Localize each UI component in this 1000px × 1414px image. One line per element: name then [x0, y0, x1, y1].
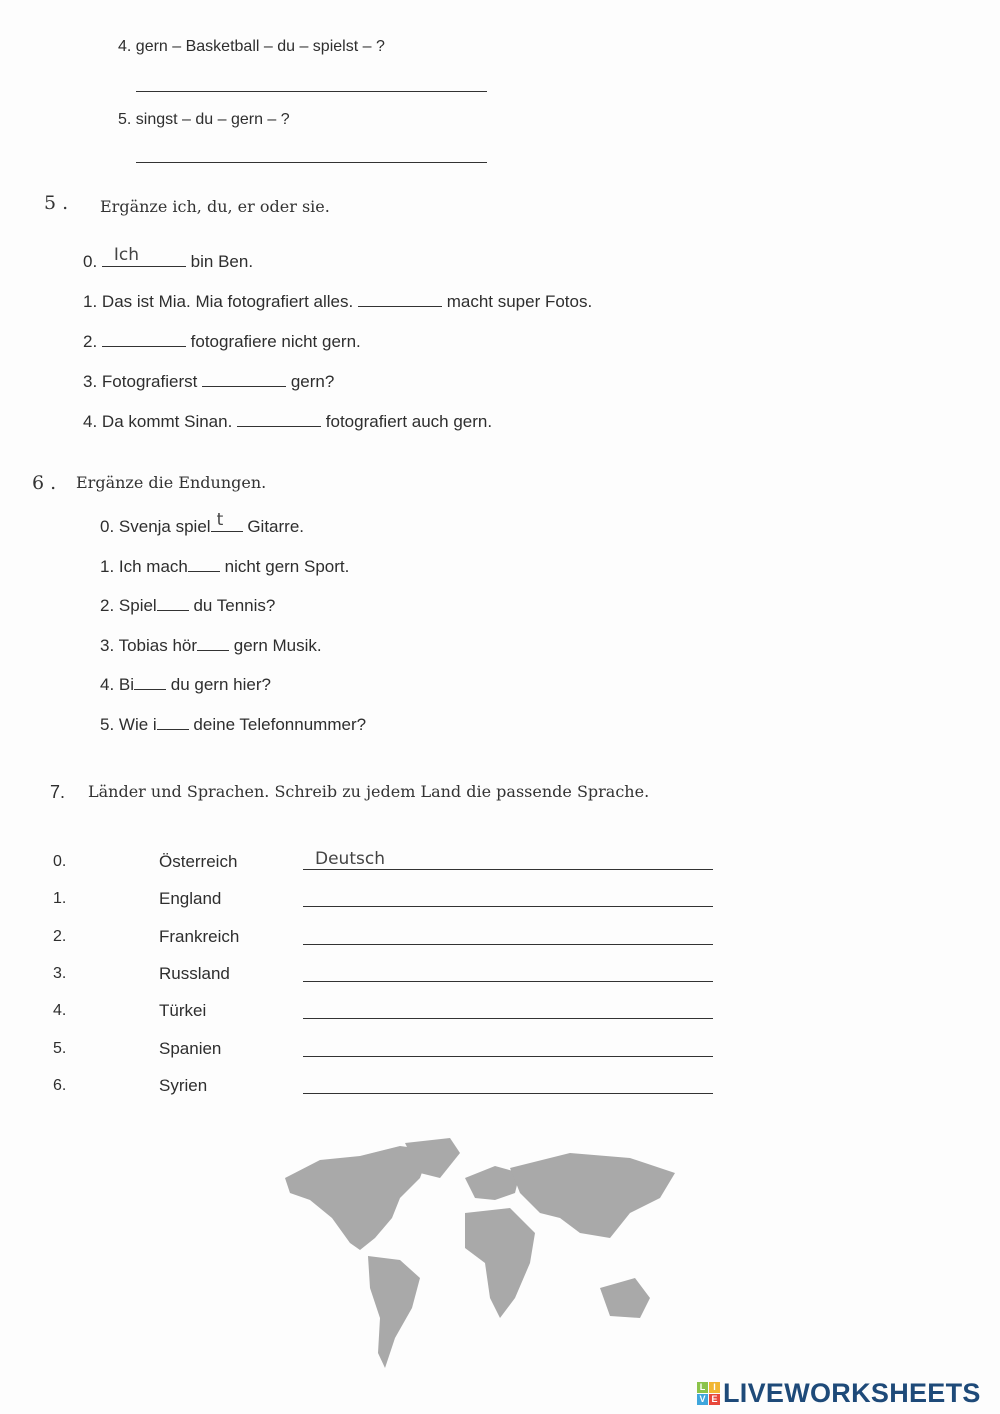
liveworksheets-logo — [697, 1378, 981, 1409]
country-name: Österreich — [159, 852, 238, 871]
answer-blank[interactable] — [102, 332, 186, 347]
ending-blank[interactable] — [134, 675, 166, 690]
handwritten-answer: t — [216, 510, 224, 530]
handwritten-answer: Ich — [113, 245, 140, 265]
ending-blank[interactable] — [157, 715, 189, 730]
exercise-5-item — [83, 292, 592, 312]
item-text-before: 0. Svenja spiel — [100, 517, 211, 536]
answer-blank[interactable] — [358, 292, 442, 307]
item-number: 3. — [83, 372, 98, 391]
item-text-before: Das ist Mia. Mia fotografiert alles. — [101, 292, 354, 311]
language-answer-line[interactable] — [303, 906, 713, 907]
africa — [465, 1208, 535, 1318]
item-text-after: bin Ben. — [190, 252, 254, 271]
exercise-6-item — [100, 715, 366, 735]
language-answer-line[interactable] — [303, 1056, 713, 1057]
item-text-after: macht super Fotos. — [446, 292, 593, 311]
country-name: England — [159, 889, 222, 909]
answer-blank[interactable] — [237, 412, 321, 427]
item-number: 1. — [83, 292, 98, 311]
logo-text: LIVEWORKSHEETS — [723, 1378, 981, 1408]
item-text-after: Gitarre. — [247, 517, 304, 536]
logo-letter: I — [709, 1382, 720, 1393]
north-america — [285, 1146, 430, 1250]
item-number: 4. — [83, 412, 98, 431]
item-text-after: du Tennis? — [193, 596, 276, 615]
exercise-5-number: 5 . — [44, 192, 69, 214]
logo-letter: E — [709, 1394, 720, 1405]
row-number: 6. — [53, 1076, 67, 1094]
ending-blank[interactable] — [211, 510, 243, 532]
language-answer-line[interactable] — [303, 869, 713, 870]
exercise-6-item — [100, 675, 271, 695]
exercise-7-instruction: Länder und Sprachen. Schreib zu jedem Land die passende Sprache. — [88, 782, 650, 801]
exercise-5-item — [83, 332, 361, 352]
exercise-5-item — [83, 372, 334, 392]
exercise-5-item — [83, 412, 492, 432]
language-answer-line[interactable] — [303, 1018, 713, 1019]
exercise-6-item — [100, 510, 304, 537]
country-name: Syrien — [159, 1075, 208, 1095]
item-number: 0. — [83, 252, 98, 271]
country-name: Türkei — [159, 1001, 207, 1021]
ending-blank[interactable] — [197, 636, 229, 651]
country-name: Spanien — [159, 1038, 222, 1058]
country-name: Frankreich — [159, 926, 240, 946]
answer-blank[interactable] — [202, 372, 286, 387]
country-name: Russland — [159, 963, 230, 983]
exercise-5-item — [83, 245, 254, 272]
answer-blank[interactable] — [102, 245, 186, 267]
item-text-after: fotografiere nicht gern. — [190, 332, 361, 351]
language-answer-line[interactable] — [303, 981, 713, 982]
logo-icon — [697, 1382, 720, 1405]
exercise-6-instruction: Ergänze die Endungen. — [76, 473, 267, 492]
row-number: 0. — [53, 853, 67, 870]
exercise-6-item — [100, 557, 349, 577]
item-number: 2. — [83, 332, 98, 351]
item-text-before: 4. Bi — [100, 675, 135, 694]
item-text-after: gern? — [290, 372, 335, 391]
item-text-after: du gern hier? — [170, 675, 271, 694]
ending-blank[interactable] — [188, 557, 220, 572]
item-text-before: 1. Ich mach — [100, 556, 188, 576]
logo-letter: L — [697, 1382, 708, 1393]
exercise-6-item — [100, 596, 275, 616]
exercise-5-instruction: Ergänze ich, du, er oder sie. — [100, 197, 330, 216]
handwritten-answer: Deutsch — [315, 849, 385, 869]
item-text-after: nicht gern Sport. — [224, 556, 350, 576]
world-map-image — [280, 1138, 690, 1373]
prev-item-4: 4. gern – Basketball – du – spielst – ? — [118, 38, 385, 55]
exercise-7-number: 7. — [50, 782, 66, 802]
asia — [510, 1153, 675, 1238]
answer-line-prev-5[interactable] — [136, 162, 487, 163]
ending-blank[interactable] — [157, 596, 189, 611]
row-number: 3. — [53, 964, 67, 982]
item-text-before: Da kommt Sinan. — [101, 412, 233, 431]
exercise-6-item — [100, 636, 322, 656]
item-text-before: 3. Tobias hör — [100, 635, 198, 655]
language-answer-line[interactable] — [303, 1093, 713, 1094]
item-text-before: Fotografierst — [101, 372, 198, 391]
south-america — [368, 1256, 420, 1368]
exercise-6-number: 6 . — [32, 472, 57, 494]
australia — [600, 1278, 650, 1318]
row-number: 4. — [53, 1002, 67, 1020]
language-answer-line[interactable] — [303, 944, 713, 945]
row-number: 1. — [53, 890, 67, 908]
item-text-before: 5. Wie i — [100, 714, 157, 734]
prev-item-5: 5. singst – du – gern – ? — [118, 111, 290, 128]
item-text-after: gern Musik. — [233, 635, 322, 655]
answer-line-prev-4[interactable] — [136, 91, 487, 92]
item-text-before: 2. Spiel — [100, 596, 157, 615]
row-number: 5. — [53, 1039, 67, 1057]
item-text-after: fotografiert auch gern. — [325, 412, 493, 431]
row-number: 2. — [53, 927, 67, 945]
logo-letter: V — [697, 1394, 708, 1405]
item-text-after: deine Telefonnummer? — [193, 714, 367, 734]
